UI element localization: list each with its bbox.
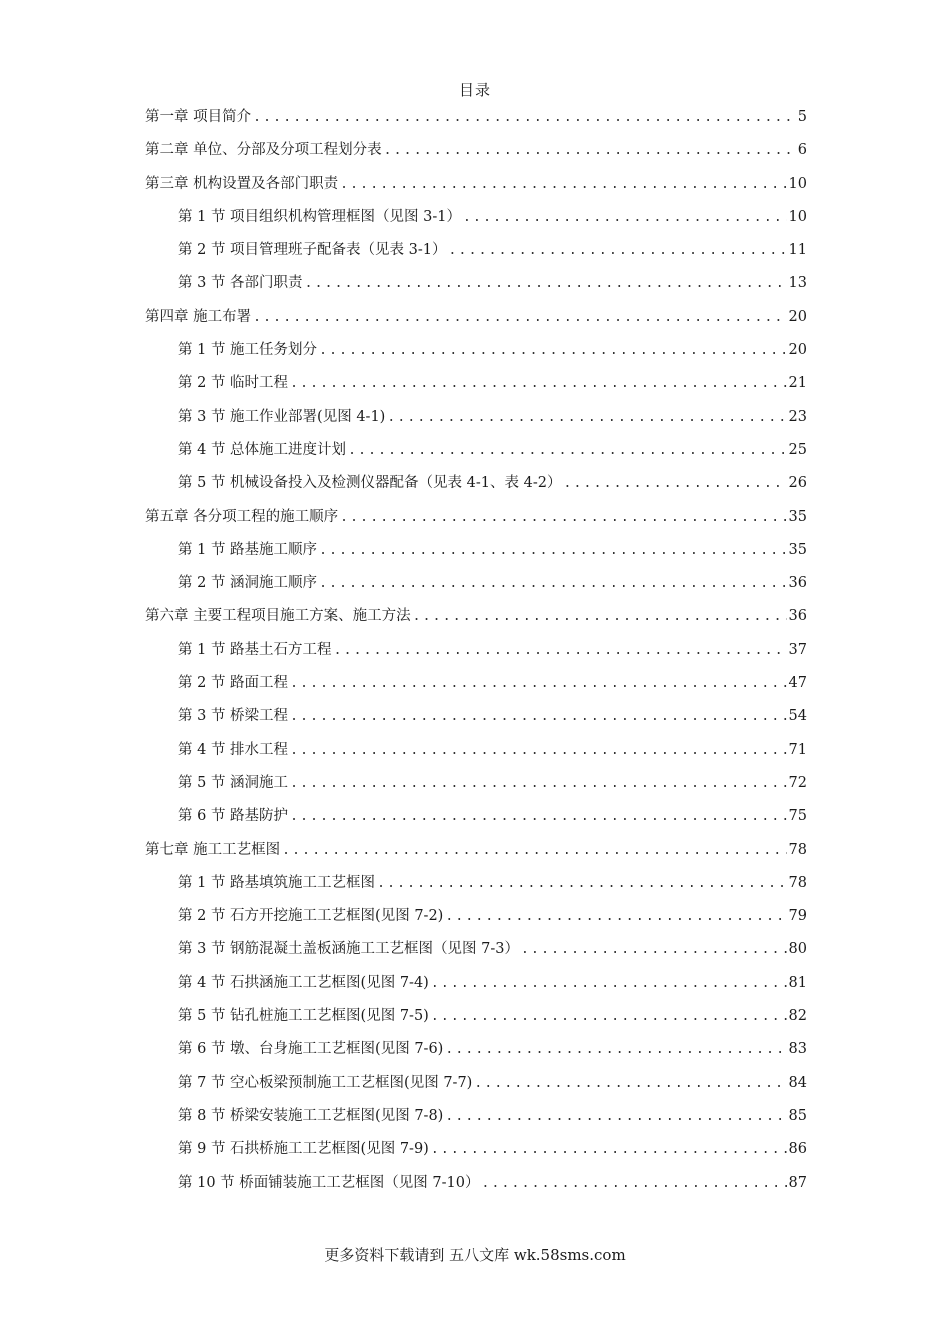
toc-entry-label: 第六章 主要工程项目施工方案、施工方法 [145,608,411,625]
toc-entry-page-number: 36 [788,575,807,592]
toc-dot-leader [253,307,786,329]
toc-entry-label: 第 5 节 涵洞施工 [178,774,289,791]
toc-entry-label: 第 3 节 各部门职责 [178,275,303,292]
toc-entry-page-number: 83 [788,1041,807,1058]
toc-entry-page-number: 84 [788,1074,807,1091]
toc-chapter-entry[interactable] [145,139,807,172]
toc-chapter-entry[interactable] [145,506,807,539]
toc-chapter-entry[interactable] [145,605,807,638]
toc-entry-page-number: 10 [788,208,807,225]
toc-entry-page-number: 26 [788,475,807,492]
toc-dot-leader [290,806,786,828]
toc-section-entry[interactable] [145,1172,807,1205]
toc-entry-label: 第 4 节 排水工程 [178,741,289,758]
toc-dot-leader [431,1006,787,1028]
toc-dot-leader [445,1106,786,1128]
toc-section-entry[interactable] [145,1005,807,1038]
toc-entry-page-number: 79 [788,908,807,925]
toc-dot-leader [290,373,786,395]
toc-entry-label: 第 10 节 桥面铺装施工工艺框图（见图 7-10） [178,1174,480,1191]
toc-entry-label: 第 3 节 施工作业部署(见图 4-1) [178,408,386,425]
toc-entry-page-number: 72 [788,774,807,791]
toc-entry-label: 第一章 项目简介 [145,109,252,125]
toc-entry-page-number: 6 [797,142,807,159]
toc-entry-page-number: 35 [788,541,807,558]
toc-dot-leader [290,773,786,795]
toc-entry-label: 第 7 节 空心板梁预制施工工艺框图(见图 7-7) [178,1074,473,1091]
toc-entry-label: 第 2 节 石方开挖施工工艺框图(见图 7-2) [178,908,444,925]
toc-title: 目录 [458,81,491,99]
toc-dot-leader [413,606,787,628]
toc-entry-page-number: 36 [788,608,807,625]
toc-entry-page-number: 23 [788,408,807,425]
toc-dot-leader [445,906,786,928]
toc-entry-page-number: 87 [788,1174,807,1191]
toc-entry-page-number: 20 [788,342,807,359]
toc-dot-leader [334,640,787,662]
toc-section-entry[interactable] [145,705,807,738]
toc-entry-label: 第 6 节 墩、台身施工工艺框图(见图 7-6) [178,1041,444,1058]
toc-entry-page-number: 86 [788,1141,807,1158]
toc-dot-leader [348,440,786,462]
toc-dot-leader [340,174,786,196]
toc-entry-label: 第 4 节 石拱涵施工工艺框图(见图 7-4) [178,974,429,991]
toc-entry-label: 第 1 节 施工任务划分 [178,342,318,359]
toc-section-entry[interactable] [145,439,807,472]
toc-section-entry[interactable] [145,239,807,272]
toc-entry-page-number: 78 [788,874,807,891]
toc-entry-page-number: 37 [788,641,807,658]
toc-entry-label: 第 8 节 桥梁安装施工工艺框图(见图 7-8) [178,1107,444,1124]
toc-entry-label: 第 1 节 路基填筑施工工艺框图 [178,874,376,891]
toc-dot-leader [474,1073,786,1095]
toc-entry-page-number: 81 [788,974,807,991]
toc-dot-leader [340,507,786,529]
toc-entry-label: 第三章 机构设置及各部门职责 [145,175,339,192]
toc-entry-page-number: 11 [788,242,807,259]
toc-entry-label: 第 5 节 钻孔桩施工工艺框图(见图 7-5) [178,1008,429,1025]
toc-entry-page-number: 54 [788,708,807,725]
toc-section-entry[interactable] [145,539,807,572]
toc-entry-label: 第 2 节 项目管理班子配备表（见表 3-1） [178,242,447,259]
toc-entry-page-number: 20 [788,308,807,325]
toc-dot-leader [290,740,786,762]
toc-section-entry[interactable] [145,339,807,372]
toc-entry-label: 第 1 节 项目组织机构管理框图（见图 3-1） [178,208,462,225]
toc-section-entry[interactable] [145,1105,807,1138]
toc-chapter-entry[interactable] [145,306,807,339]
toc-chapter-entry[interactable] [145,106,807,139]
toc-entry-page-number: 78 [788,841,807,858]
toc-dot-leader [282,840,786,862]
toc-section-entry[interactable] [145,472,807,505]
toc-dot-leader [290,673,786,695]
toc-dot-leader [305,273,787,295]
toc-section-entry[interactable] [145,572,807,605]
toc-chapter-entry[interactable] [145,173,807,206]
toc-dot-leader [319,540,786,562]
toc-entry-page-number: 47 [788,675,807,692]
toc-dot-leader [431,1139,787,1161]
toc-dot-leader [481,1173,786,1195]
toc-section-entry[interactable] [145,272,807,305]
toc-section-entry[interactable] [145,1038,807,1071]
toc-section-entry[interactable] [145,406,807,439]
toc-entry-page-number: 82 [788,1008,807,1025]
toc-entry-label: 第 6 节 路基防护 [178,808,289,825]
toc-list [145,106,807,1205]
toc-entry-page-number: 10 [788,175,807,192]
toc-dot-leader [384,140,795,162]
toc-section-entry[interactable] [145,872,807,905]
toc-dot-leader [449,240,787,262]
toc-section-entry[interactable] [145,372,807,405]
toc-entry-label: 第 2 节 临时工程 [178,375,289,392]
toc-section-entry[interactable] [145,206,807,239]
toc-chapter-entry[interactable] [145,839,807,872]
toc-entry-page-number: 25 [788,441,807,458]
toc-section-entry[interactable] [145,739,807,772]
toc-dot-leader [319,340,786,362]
toc-section-entry[interactable] [145,672,807,705]
toc-dot-leader [521,939,787,961]
toc-entry-page-number: 75 [788,808,807,825]
toc-entry-page-number: 21 [788,375,807,392]
toc-dot-leader [253,107,795,129]
toc-dot-leader [377,873,786,895]
toc-entry-label: 第 2 节 路面工程 [178,675,289,692]
toc-entry-label: 第 5 节 机械设备投入及检测仪器配备（见表 4-1、表 4-2） [178,475,562,492]
toc-section-entry[interactable] [145,972,807,1005]
toc-entry-label: 第五章 各分项工程的施工顺序 [145,508,339,525]
toc-section-entry[interactable] [145,1072,807,1105]
toc-dot-leader [387,407,786,429]
toc-dot-leader [319,573,786,595]
toc-entry-label: 第 9 节 石拱桥施工工艺框图(见图 7-9) [178,1141,429,1158]
toc-section-entry[interactable] [145,805,807,838]
toc-entry-label: 第四章 施工布署 [145,308,252,325]
toc-section-entry[interactable] [145,639,807,672]
toc-entry-label: 第 4 节 总体施工进度计划 [178,441,347,458]
toc-entry-label: 第七章 施工工艺框图 [145,841,281,858]
toc-entry-label: 第 3 节 桥梁工程 [178,708,289,725]
toc-entry-label: 第 1 节 路基施工顺序 [178,541,318,558]
toc-entry-page-number: 13 [788,275,807,292]
toc-entry-page-number: 35 [788,508,807,525]
toc-dot-leader [445,1039,786,1061]
toc-section-entry[interactable] [145,905,807,938]
toc-entry-label: 第二章 单位、分部及分项工程划分表 [145,142,382,159]
toc-section-entry[interactable] [145,938,807,971]
toc-entry-label: 第 3 节 钢筋混凝土盖板涵施工工艺框图（见图 7-3） [178,941,520,958]
toc-entry-page-number: 80 [788,941,807,958]
toc-dot-leader [463,207,787,229]
toc-dot-leader [290,706,786,728]
toc-section-entry[interactable] [145,772,807,805]
toc-entry-label: 第 1 节 路基土石方工程 [178,641,332,658]
toc-dot-leader [563,473,786,495]
toc-dot-leader [431,973,787,995]
toc-entry-page-number: 5 [797,109,807,125]
toc-entry-page-number: 71 [788,741,807,758]
toc-section-entry[interactable] [145,1138,807,1171]
download-footer: 更多资料下载请到 五八文库 wk.58sms.com [324,1246,626,1264]
toc-entry-page-number: 85 [788,1107,807,1124]
toc-entry-label: 第 2 节 涵洞施工顺序 [178,575,318,592]
